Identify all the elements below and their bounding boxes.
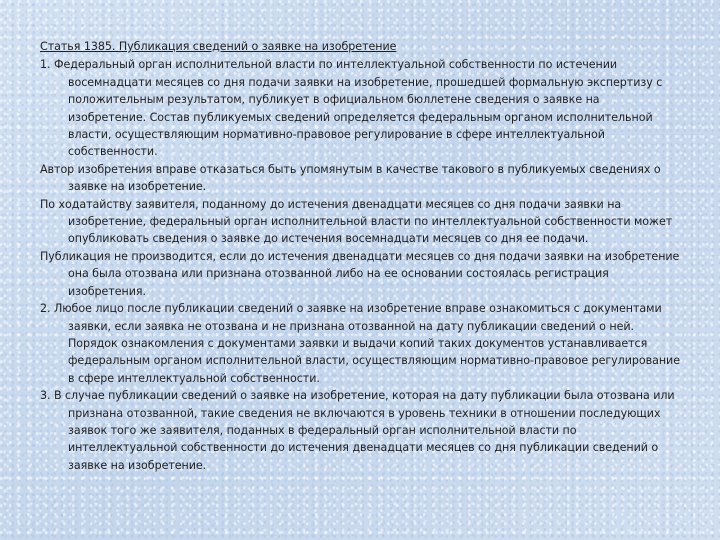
article-text bbox=[40, 38, 680, 474]
paragraph-5: 2. Любое лицо после публикации сведений о заявке на изобретение вправе ознакомиться с документами заявки, если заявка не отозвана и не признана отозванной на дату публикации сведений о ней. Порядок ознакомления с документами заявки и выдачи копий таких документов устанавливается федеральным органом исполнительной власти, осуществляющим нормативно-правовое регулирование в сфере интеллектуальной собственности. bbox=[40, 302, 680, 385]
article-title: Статья 1385. Публикация сведений о заявке на изобретение bbox=[40, 40, 397, 53]
paragraph-1: 1. Федеральный орган исполнительной власти по интеллектуальной собственности по истечении восемнадцати месяцев со дня подачи заявки на изобретение, прошедшей формальную экспертизу с положительным результатом, публикует в официальном бюллетене сведения о заявке на изобретение. Состав публикуемых сведений определяется федеральным органом исполнительной власти, осуществляющим нормативно-правовое регулирование в сфере интеллектуальной собственности. bbox=[40, 58, 663, 159]
paragraph-3: По ходатайству заявителя, поданному до истечения двенадцати месяцев со дня подачи заявки на изобретение, федеральный орган исполнительной власти по интеллектуальной собственности может опубликовать сведения о заявке до истечения восемнадцати месяцев со дня ее подачи. bbox=[40, 197, 673, 246]
paragraph-4: Публикация не производится, если до истечения двенадцати месяцев со дня подачи заявки на изобретение она была отозвана или признана отозванной либо на ее основании состоялась регистрация изобретения. bbox=[40, 249, 680, 298]
paragraph-6: 3. В случае публикации сведений о заявке на изобретение, которая на дату публикации была отозвана или признана отозванной, такие сведения не включаются в уровень техники в отношении последующих заявок того же заявителя, поданных в федеральный орган исполнительной власти по интеллектуальной собственности до истечения двенадцати месяцев со дня публикации сведений о заявке на изобретение. bbox=[40, 389, 675, 472]
paragraph-2: Автор изобретения вправе отказаться быть упомянутым в качестве такового в публикуемых сведениях о заявке на изобретение. bbox=[40, 162, 661, 194]
